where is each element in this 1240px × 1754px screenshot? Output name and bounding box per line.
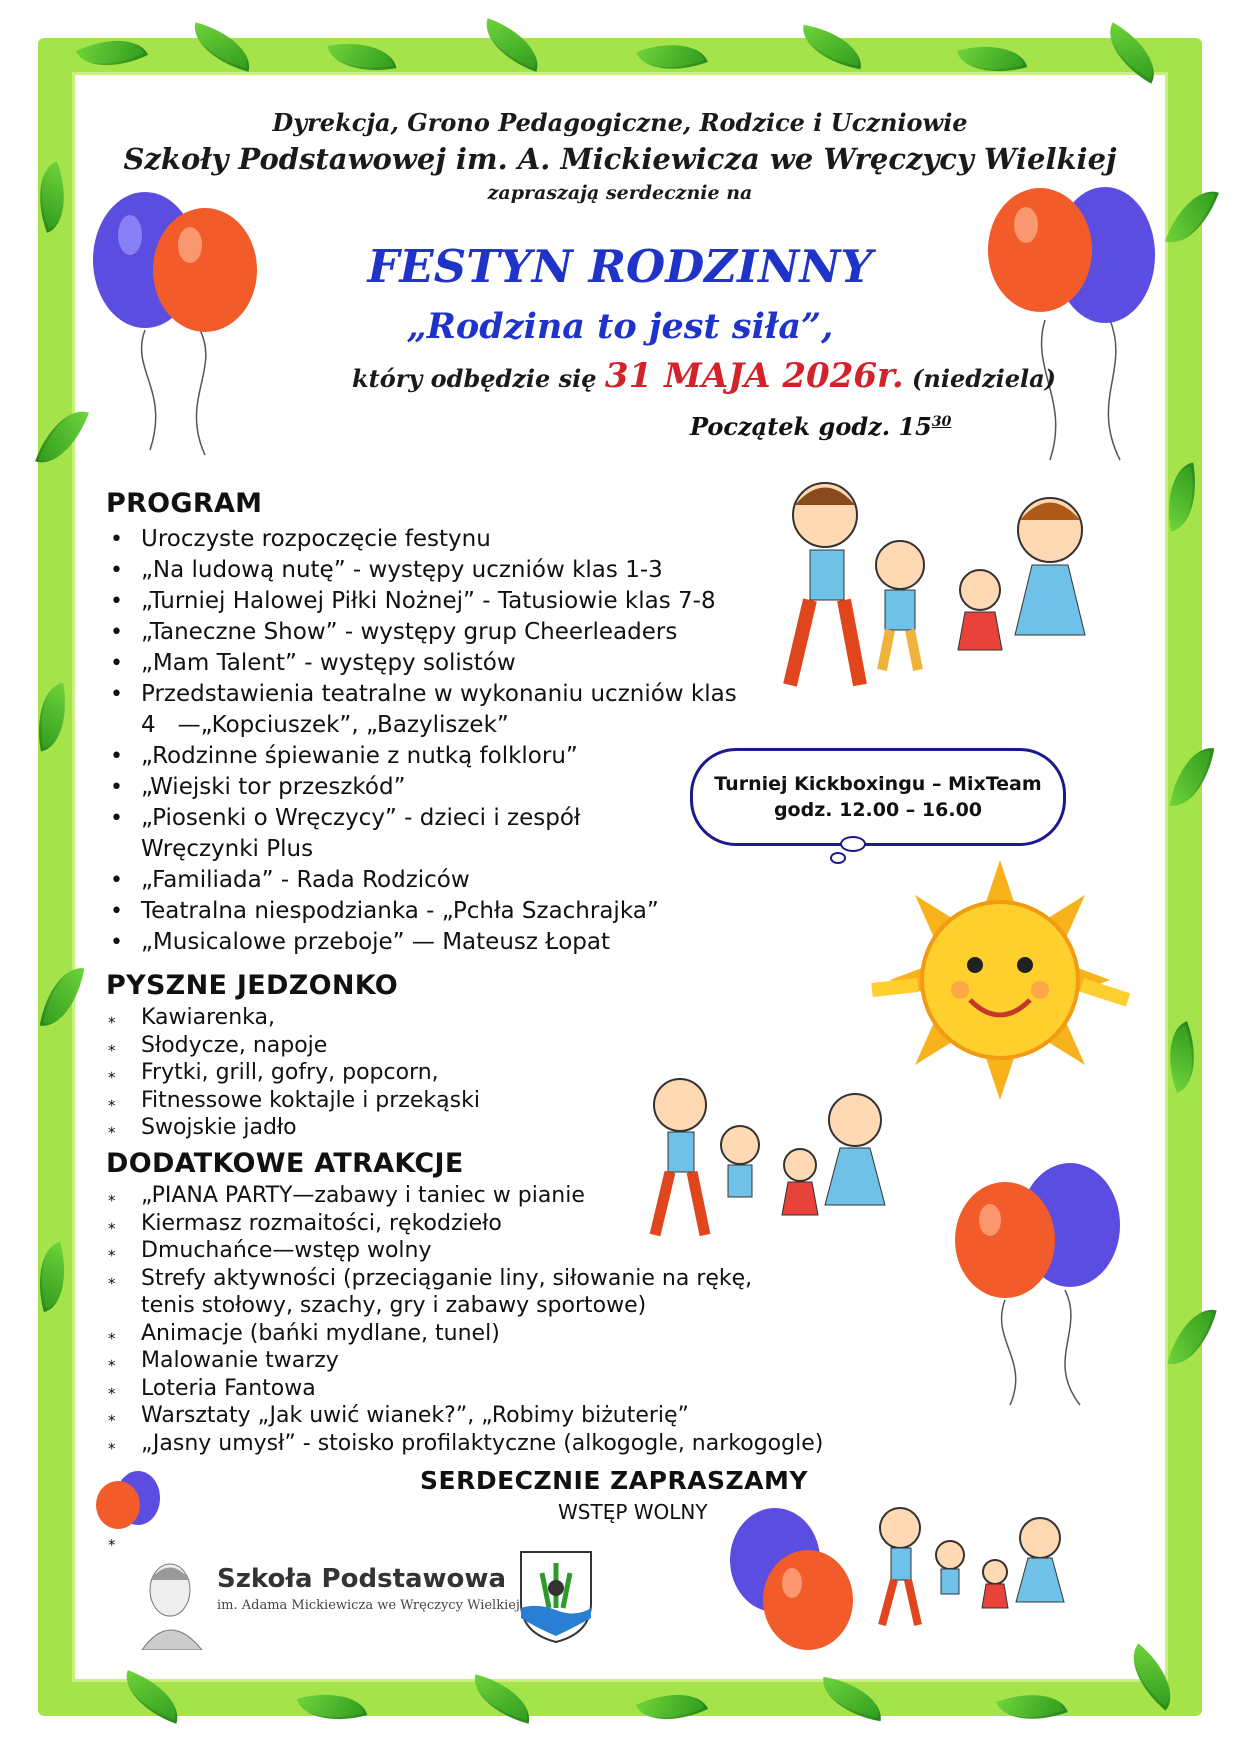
list-item: • „Wiejski tor przeszkód” — [106, 772, 786, 803]
list-item: • „Rodzinne śpiewanie z nutką folkloru” — [106, 741, 786, 772]
list-item: • „Taneczne Show” - występy grup Cheerleaders — [106, 617, 786, 648]
list-item: ⁎ Loteria Fantowa — [106, 1375, 906, 1403]
list-item: ⁎ Warsztaty „Jak uwić wianek?”, „Robimy biżuterię” — [106, 1402, 906, 1430]
cloud-tail-bubble — [830, 852, 846, 864]
list-item: ⁎ „Jasny umysł” - stoisko profilaktyczne (alkogogle, narkogogle) — [106, 1430, 906, 1458]
list-item: ⁎ Kiermasz rozmaitości, rękodzieło — [106, 1210, 906, 1238]
list-item: ⁎ Fitnessowe koktajle i przekąski — [106, 1087, 906, 1115]
invitation-line: zapraszają serdecznie na — [487, 182, 753, 204]
kickboxing-cloud — [690, 748, 1066, 846]
coat-of-arms-icon — [517, 1548, 595, 1644]
list-item: • Uroczyste rozpoczęcie festynu — [106, 524, 786, 555]
cloud-line-1: Turniej Kickboxingu – MixTeam — [714, 773, 1042, 795]
list-item: ⁎ Kawiarenka, — [106, 1004, 906, 1032]
closing-invite: SERDECZNIE ZAPRASZAMY — [420, 1466, 809, 1495]
list-item: ⁎ Dmuchańce—wstęp wolny — [106, 1237, 906, 1265]
event-date: 31 MAJA 2026r. — [604, 356, 904, 396]
program-heading: PROGRAM — [106, 488, 263, 519]
start-time — [690, 412, 951, 441]
list-item: • „Piosenki o Wręczycy” - dzieci i zespół Wręczynki Plus — [106, 803, 621, 865]
kids-illustration-icon — [770, 470, 1110, 700]
attractions-heading: DODATKOWE ATRAKCJE — [106, 1148, 464, 1179]
list-item: ⁎ Słodycze, napoje — [106, 1032, 906, 1060]
start-time-label: Początek godz. 15 — [690, 412, 932, 441]
smiling-sun-icon — [870, 860, 1130, 1100]
logo-school-sub: im. Adama Mickiewicza we Wręczycy Wielkiej — [217, 1598, 520, 1613]
list-item: • „Na ludową nutę” - występy uczniów klas 1-3 — [106, 555, 786, 586]
list-item: • „Familiada” - Rada Rodziców — [106, 865, 786, 896]
mickiewicz-portrait-icon — [132, 1550, 212, 1650]
balloons-right-icon — [950, 1160, 1130, 1410]
event-title: FESTYN RODZINNY — [367, 240, 873, 293]
small-balloons-icon — [88, 1470, 168, 1560]
logo-school-name: Szkoła Podstawowa — [217, 1564, 506, 1594]
attractions-list — [106, 1182, 906, 1457]
header-line-1: Dyrekcja, Grono Pedagogiczne, Rodzice i Uczniowie — [272, 108, 968, 137]
list-item: ⁎ Strefy aktywności (przeciąganie liny, siłowanie na rękę, tenis stołowy, szachy, gry i zabawy sportowe) — [106, 1265, 801, 1320]
start-time-minutes: 30 — [931, 414, 952, 430]
list-item: ⁎ Frytki, grill, gofry, popcorn, — [106, 1059, 906, 1087]
lone-star: * — [108, 1536, 116, 1554]
list-item: • „Mam Talent” - występy solistów — [106, 648, 786, 679]
list-item: • Teatralna niespodzianka - „Pchła Szachrajka” — [106, 896, 786, 927]
date-line — [352, 356, 1056, 396]
program-list — [106, 524, 786, 958]
school-name-header: Szkoły Podstawowej im. A. Mickiewicza we Wręczycy Wielkiej — [123, 142, 1117, 176]
cloud-line-2: godz. 12.00 – 16.00 — [773, 799, 983, 821]
list-item: • „Turniej Halowej Piłki Nożnej” - Tatusiowie klas 7-8 — [106, 586, 786, 617]
list-item: ⁎ „PIANA PARTY—zabawy i taniec w pianie — [106, 1182, 906, 1210]
food-heading: PYSZNE JEDZONKO — [106, 970, 398, 1001]
list-item: • Przedstawienia teatralne w wykonaniu uczniów klas 4 —„Kopciuszek”, „Bazyliszek” — [106, 679, 751, 741]
list-item: ⁎ Malowanie twarzy — [106, 1347, 906, 1375]
event-subtitle: „Rodzina to jest siła”, — [406, 306, 834, 347]
kids-illustration-icon — [870, 1500, 1070, 1630]
cloud-tail-bubble — [840, 836, 866, 852]
balloons-bottom-icon — [720, 1505, 860, 1655]
free-entry: WSTĘP WOLNY — [558, 1500, 708, 1524]
list-item: ⁎ Swojskie jadło — [106, 1114, 906, 1142]
list-item: • „Musicalowe przeboje” — Mateusz Łopat — [106, 927, 786, 958]
date-prefix: który odbędzie się — [352, 364, 597, 393]
list-item: ⁎ Animacje (bańki mydlane, tunel) — [106, 1320, 906, 1348]
event-day: (niedziela) — [912, 364, 1057, 393]
